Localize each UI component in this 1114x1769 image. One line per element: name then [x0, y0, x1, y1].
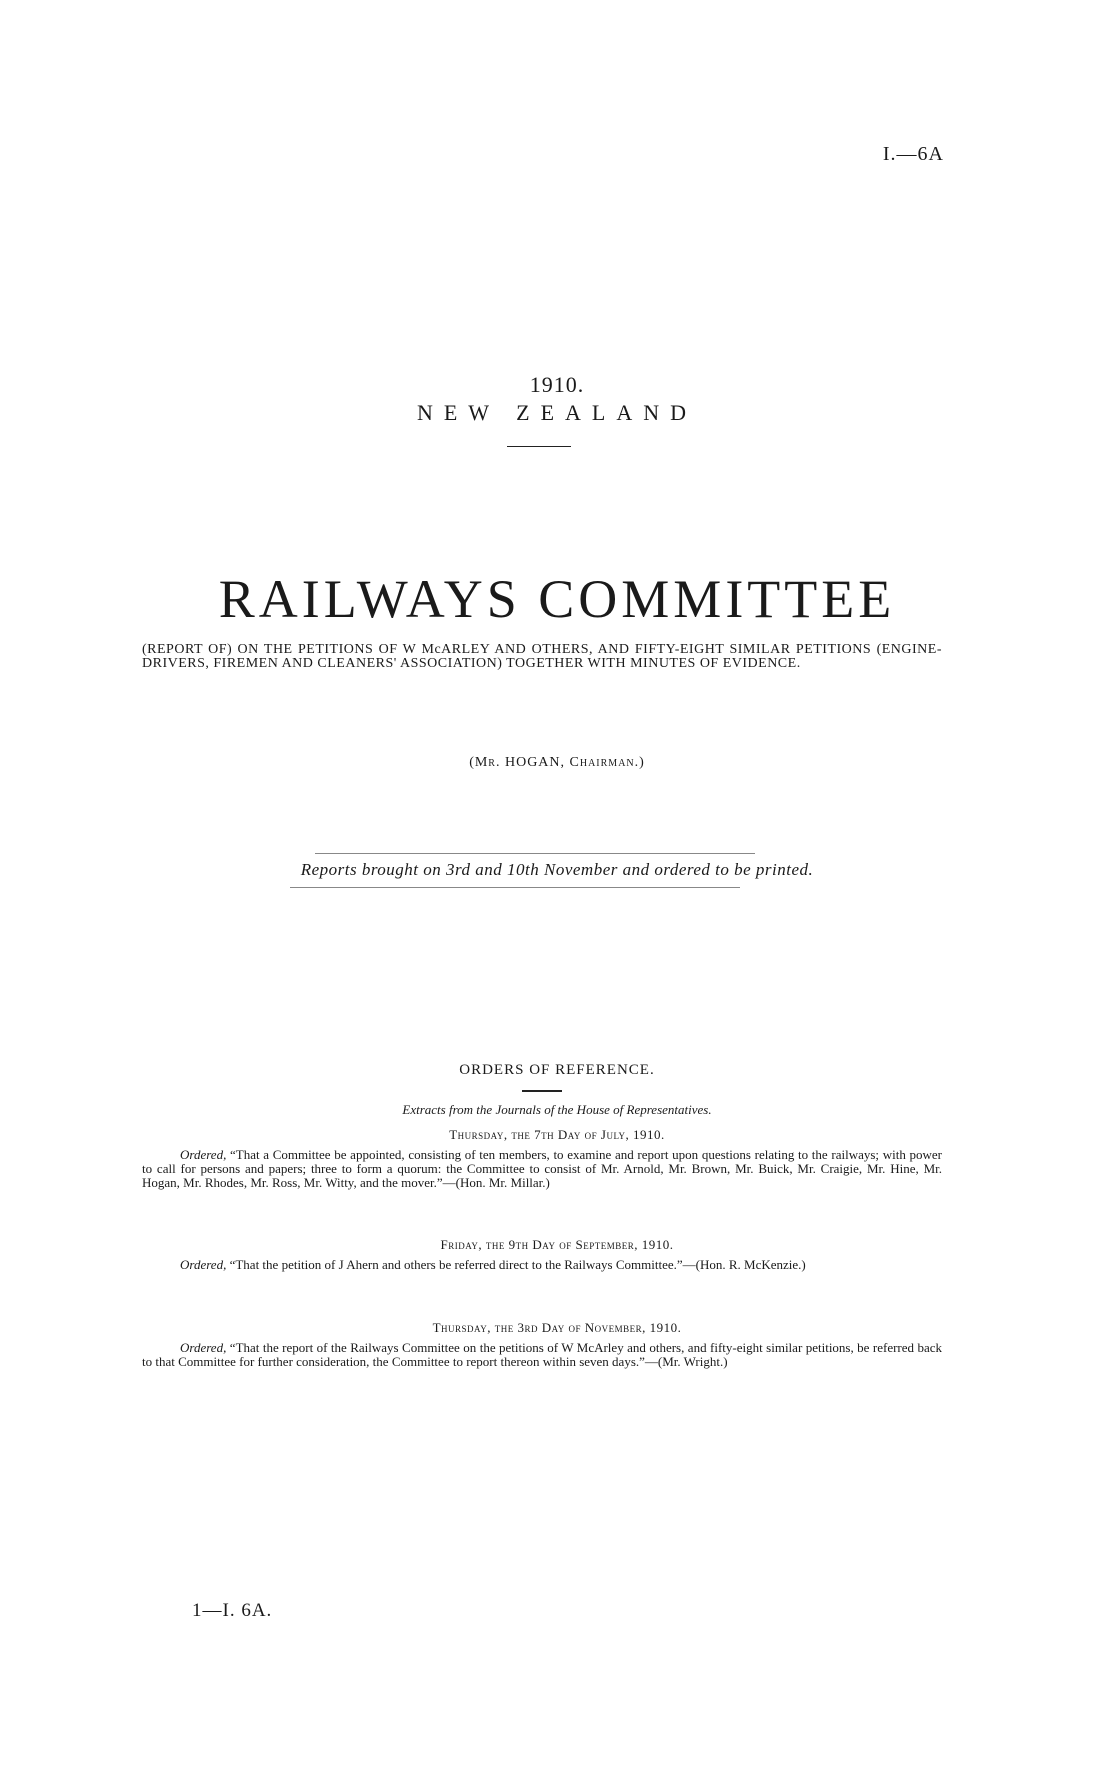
orders-heading: ORDERS OF REFERENCE.	[459, 1062, 655, 1078]
order-paragraph	[142, 1148, 942, 1190]
order-date: Thursday, the 7th Day of July, 1910.	[449, 1127, 665, 1142]
document-subtitle: (REPORT OF) ON THE PETITIONS OF W McARLEY AND OTHERS, AND FIFTY-EIGHT SIMILAR PETITIONS (ENGINE-DRIVERS, FIREMEN AND CLEANERS' ASSOCIATION) TOGETHER WITH MINUTES OF EVIDENCE.	[142, 642, 942, 671]
document-title: RAILWAYS COMMITTEE	[218, 569, 896, 629]
footer-page-reference: 1—I. 6A.	[192, 1600, 273, 1621]
country-heading: NEW ZEALAND	[416, 400, 698, 425]
order-text: “That the petition of J Ahern and others be referred direct to the Railways Committee.”—(Hon. R. McKenzie.)	[229, 1257, 806, 1272]
extracts-line: Extracts from the Journals of the House of Representatives.	[402, 1102, 712, 1117]
ordered-label: Ordered,	[180, 1340, 227, 1355]
ordered-label: Ordered,	[180, 1257, 227, 1272]
order-text: “That a Committee be appointed, consisting of ten members, to examine and report upon questions relating to the railways; with power to call for persons and papers; three to form a quorum: the Committee to consist of Mr. Arnold, Mr. Brown, Mr. Buick, Mr. Craigie, Mr. Hine, Mr. Hogan, Mr. Rhodes, Mr. Ross, Mr. Witty, and the mover.”—(Hon. Mr. Millar.)	[142, 1147, 942, 1190]
ordered-label: Ordered,	[180, 1147, 227, 1162]
order-text: “That the report of the Railways Committee on the petitions of W McArley and others, and fifty-eight similar petitions, be referred back to that Committee for further consideration, the Committee to report thereon within seven days.”—(Mr. Wright.)	[142, 1340, 943, 1369]
divider-rule	[522, 1090, 562, 1092]
order-date: Thursday, the 3rd Day of November, 1910.	[432, 1320, 682, 1335]
divider-rule	[290, 887, 740, 888]
reports-ordered-line: Reports brought on 3rd and 10th November and ordered to be printed.	[300, 860, 814, 879]
divider-rule	[315, 853, 755, 854]
year-heading: 1910.	[529, 372, 585, 397]
chairman-line: (Mr. HOGAN, Chairman.)	[469, 755, 645, 770]
order-date: Friday, the 9th Day of September, 1910.	[440, 1237, 674, 1252]
divider-rule	[507, 446, 571, 447]
order-paragraph	[142, 1258, 942, 1272]
paper-reference: I.—6A	[882, 143, 944, 165]
order-paragraph	[142, 1341, 942, 1369]
